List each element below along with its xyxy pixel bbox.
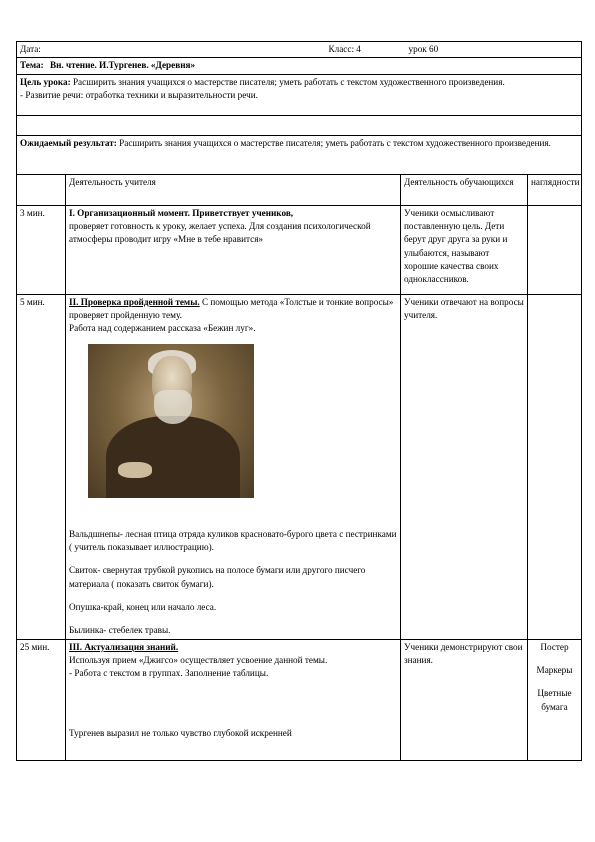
time-cell: 3 мин. [17, 205, 66, 294]
definition-blade-of-grass: Былинка- стебелек травы. [69, 625, 171, 636]
topic-row [17, 58, 582, 74]
topic-value: Вн. чтение. И.Тургенев. «Деревня» [50, 60, 196, 71]
teacher-cell [66, 639, 401, 760]
teacher-text-3: Тургенев выразил не только чувство глубокой искренней [69, 727, 292, 738]
goal-cell [17, 74, 582, 115]
table-row [17, 294, 582, 639]
table-row [17, 205, 582, 294]
visuals-column-label: наглядности [531, 176, 580, 187]
stage-title: I. Организационный момент. Приветствует учеников, [69, 207, 294, 218]
visual-poster: Постер [540, 641, 569, 652]
date-row [17, 42, 582, 58]
columns-header-row [17, 174, 582, 205]
teacher-text-2: Работа над содержанием рассказа «Бежин луг». [69, 323, 256, 334]
students-cell: Ученики отвечают на вопросы учителя. [401, 294, 528, 639]
date-label: Дата: [20, 44, 41, 54]
goal-text: Расширить знания учащихся о мастерстве писателя; уметь работать с текстом художественного произведения. [72, 76, 505, 87]
result-row [17, 135, 582, 174]
teacher-column-header [66, 174, 401, 205]
spacer-cell [17, 115, 582, 135]
teacher-cell [66, 294, 401, 639]
teacher-text: Используя прием «Джигсо» осуществляет усвоение данной темы. [69, 655, 328, 666]
time-cell: 5 мин. [17, 294, 66, 639]
definition-scroll: Свиток- свернутая трубкой рукопись на полосе бумаги или другого писчего материала ( показать свиток бумаги). [69, 565, 366, 589]
teacher-text: С помощью метода «Толстые и тонкие вопросы» проверяет пройденную тему. [69, 296, 394, 321]
time-cell: 25 мин. [17, 639, 66, 760]
visual-markers: Маркеры [536, 665, 573, 676]
result-cell [17, 135, 582, 174]
visual-colored-paper: Цветные бумага [537, 688, 572, 712]
date-cell [17, 42, 582, 58]
lesson-number: урок 60 [408, 44, 439, 54]
visuals-cell [528, 294, 582, 639]
visuals-cell [528, 639, 582, 760]
stage-title: II. Проверка пройденной темы. [69, 296, 200, 307]
topic-label: Тема: [20, 60, 44, 71]
teacher-column-label: Деятельность учителя [69, 176, 156, 187]
teacher-text: проверяет готовность к уроку, желает успеха. Для создания психологической атмосферы проводит игру «Мне в тебе нравится» [69, 221, 371, 245]
spacer-row [17, 115, 582, 135]
result-label: Ожидаемый результат: [20, 137, 117, 148]
time-column-header [17, 174, 66, 205]
students-column-header [401, 174, 528, 205]
table-row [17, 639, 582, 760]
visuals-column-header [528, 174, 582, 205]
students-cell: Ученики демонстрируют свои знания. [401, 639, 528, 760]
students-cell: Ученики осмысливают поставленную цель. Дети берут друг друга за руки и улыбаются, называют хорошие качества своих одноклассников. [401, 205, 528, 294]
definition-forest-edge: Опушка-край, конец или начало леса. [69, 602, 217, 613]
definition-woodcock: Вальдшнепы- лесная птица отряда куликов красновато-бурого цвета с пестринками ( учитель показывает иллюстрацию). [69, 528, 397, 553]
goal-extra: - Развитие речи: отработка техники и выразительности речи. [20, 90, 258, 101]
goal-label: Цель урока: [20, 76, 71, 87]
topic-cell [17, 58, 582, 74]
visuals-cell [528, 205, 582, 294]
teacher-text-2: - Работа с текстом в группах. Заполнение таблицы. [69, 668, 269, 679]
class-label: Класс: 4 [328, 44, 361, 54]
stage-title: III. Актуализация знаний. [69, 641, 179, 652]
result-text: Расширить знания учащихся о мастерстве писателя; уметь работать с текстом художественного произведения. [119, 137, 551, 148]
teacher-cell [66, 205, 401, 294]
author-portrait [88, 344, 254, 498]
students-column-label: Деятельность обучающихся [404, 176, 514, 187]
goal-row [17, 74, 582, 115]
lesson-plan-table [16, 41, 582, 761]
